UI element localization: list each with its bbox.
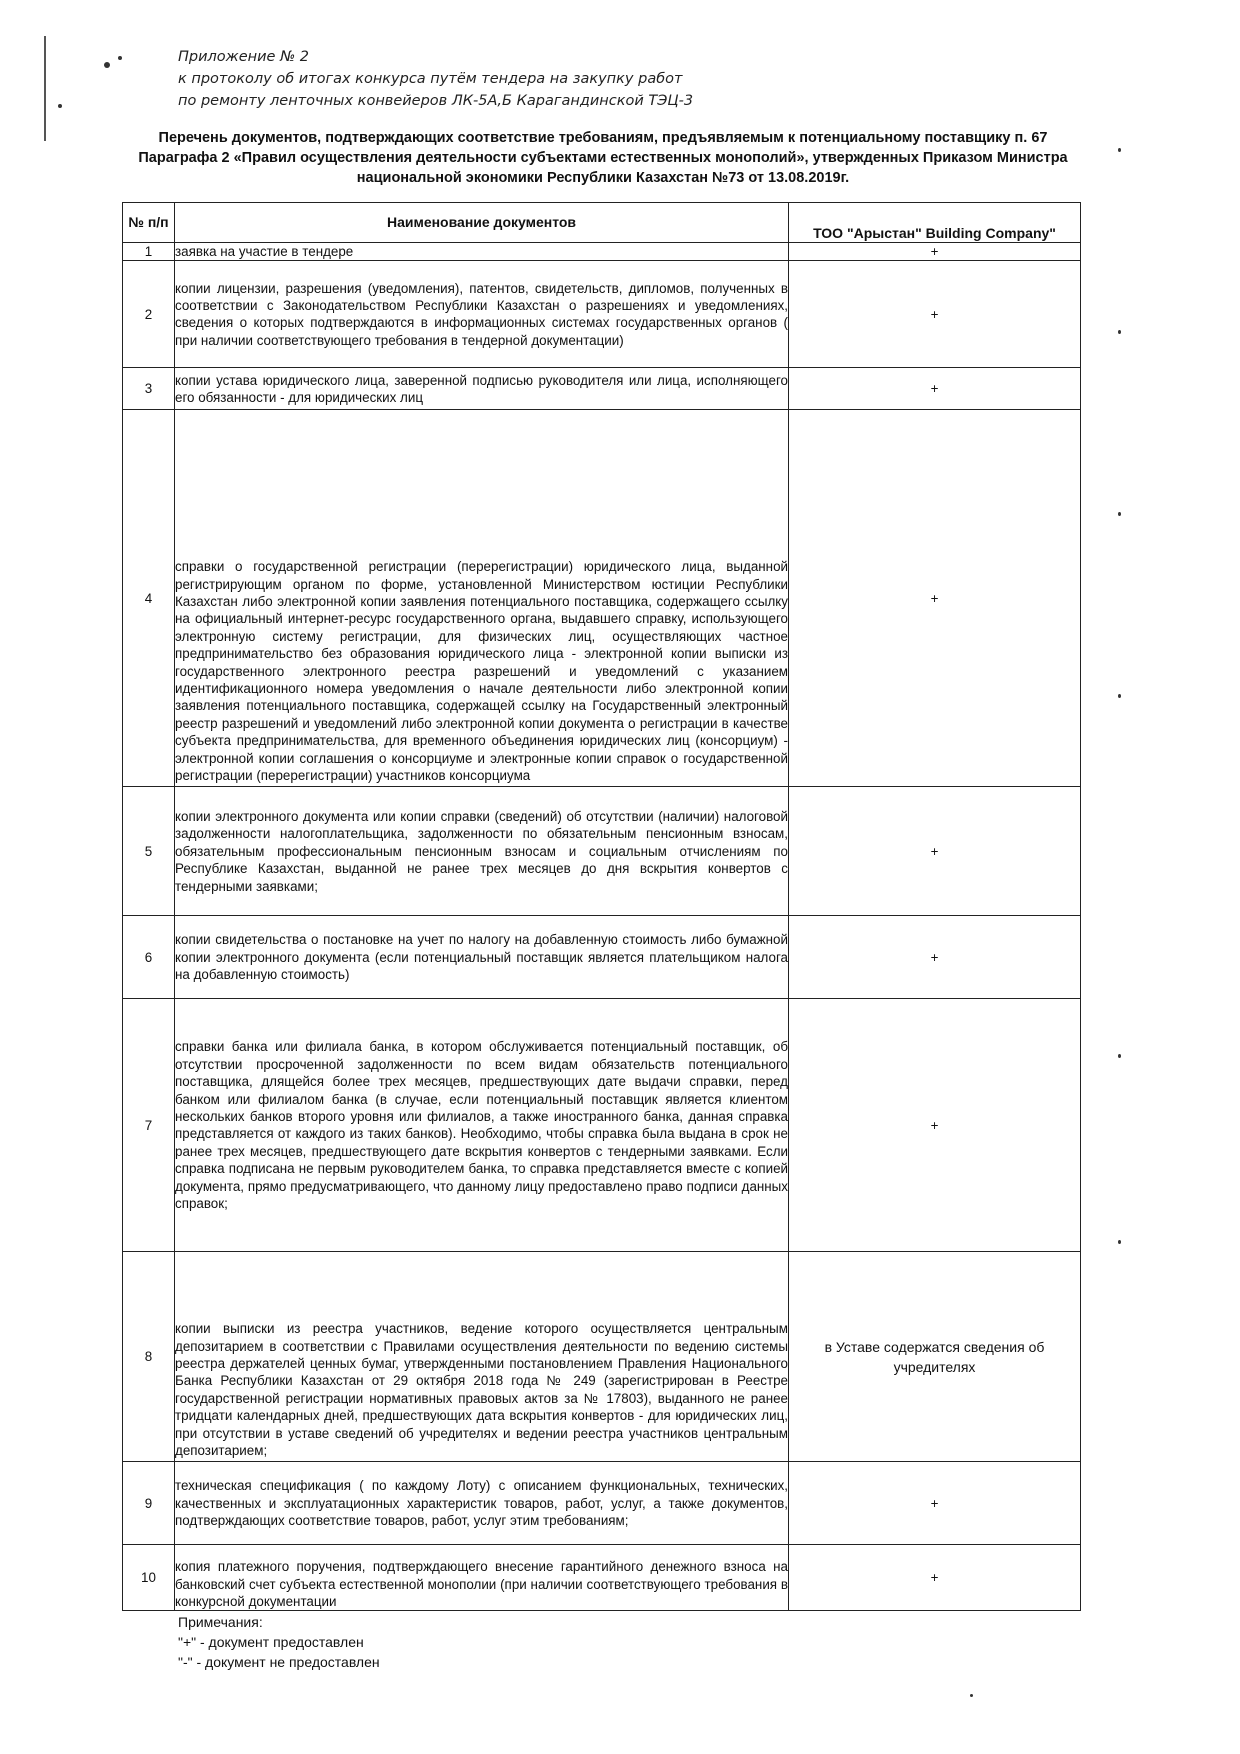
row-mark: + xyxy=(789,410,1081,787)
appendix-subject-line: по ремонту ленточных конвейеров ЛК-5А,Б Карагандинской ТЭЦ-3 xyxy=(178,93,694,109)
notes-heading: Примечания: xyxy=(178,1614,263,1630)
row-document: копии электронного документа или копии справки (сведений) об отсутствии (наличии) налоговой задолженности налогоплательщика, задолженности по обязательным пенсионным взносам, обязательным профессиональным пенсионным взносам и социальным отчислениям по Республике Казахстан, выданной не ранее трех месяцев до дня вскрытия конвертов с тендерными заявками; xyxy=(175,787,789,916)
row-mark: + xyxy=(789,368,1081,410)
table-row xyxy=(123,410,1081,787)
row-number: 6 xyxy=(123,916,175,999)
row-document: копии выписки из реестра участников, ведение которого осуществляется центральным депозитарием в соответствии с Правилами осуществления деятельности по ведению системы реестра держателей ценных бумаг, утвержденными постановлением Правления Национального Банка Республики Казахстан от 29 октября 2018 года № 249 (зарегистрирован в Реестре государственной регистрации нормативных правовых актов за № 17803), выданного не ранее тридцати календарных дней, предшествующих дата вскрытия конвертов - для юридических лиц, при отсутствии в уставе сведений об учредителях и ведении реестра участников центральным депозитарием; xyxy=(175,1252,789,1462)
scan-speck xyxy=(1118,330,1121,334)
table-row xyxy=(123,261,1081,368)
table-row xyxy=(123,1462,1081,1545)
row-document: заявка на участие в тендере xyxy=(175,243,789,261)
row-number: 7 xyxy=(123,999,175,1252)
scan-speck xyxy=(1118,1054,1121,1058)
row-number: 9 xyxy=(123,1462,175,1545)
scan-speck xyxy=(1118,148,1121,152)
row-number: 2 xyxy=(123,261,175,368)
row-mark: + xyxy=(789,999,1081,1252)
scan-speck xyxy=(104,62,110,68)
row-number: 10 xyxy=(123,1545,175,1611)
scan-speck xyxy=(1118,512,1121,516)
row-document: техническая спецификация ( по каждому Лоту) с описанием функциональных, технических, качественных и эксплуатационных характеристик товаров, работ, услуг, а также документов, подтверждающих соответствие товаров, работ, услуг этим требованиям; xyxy=(175,1462,789,1545)
note-item-not-provided: "-" - документ не предоставлен xyxy=(178,1654,380,1670)
scan-speck xyxy=(58,104,62,108)
document-title: Перечень документов, подтверждающих соответствие требованиям, предъявляемым к потенциальному поставщику п. 67 Параграфа 2 «Правил осуществления деятельности субъектами естественных монополий», утвержденных Приказом Министра национальной экономики Республики Казахстан №73 от 13.08.2019г. xyxy=(138,130,1068,186)
row-number: 8 xyxy=(123,1252,175,1462)
appendix-number: Приложение № 2 xyxy=(178,49,310,65)
scan-speck xyxy=(1118,1240,1121,1244)
row-document: копии устава юридического лица, заверенной подписью руководителя или лица, исполняющего его обязанности - для юридических лиц xyxy=(175,368,789,410)
scan-margin-line xyxy=(44,36,46,141)
row-mark: + xyxy=(789,261,1081,368)
row-number: 4 xyxy=(123,410,175,787)
documents-table xyxy=(122,202,1081,1611)
row-mark: + xyxy=(789,1462,1081,1545)
table-row xyxy=(123,1545,1081,1611)
table-row xyxy=(123,999,1081,1252)
column-header-document-name: Наименование документов xyxy=(175,203,789,243)
table-row xyxy=(123,368,1081,410)
notes xyxy=(178,1612,380,1672)
row-document: копия платежного поручения, подтверждающего внесение гарантийного денежного взноса на банковский счет субъекта естественной монополии (при наличии соответствующего требования в конкурсной документации xyxy=(175,1545,789,1611)
table-row xyxy=(123,1252,1081,1462)
appendix-header xyxy=(178,46,693,112)
table-row xyxy=(123,916,1081,999)
column-header-supplier: ТОО "Арыстан" Building Company" xyxy=(789,203,1081,243)
row-mark: + xyxy=(789,787,1081,916)
table-header-row xyxy=(123,203,1081,243)
column-header-number: № п/п xyxy=(123,203,175,243)
row-document: копии свидетельства о постановке на учет по налогу на добавленную стоимость либо бумажной копии электронного документа (если потенциальный поставщик является плательщиком налога на добавленную стоимость) xyxy=(175,916,789,999)
row-mark: в Уставе содержатся сведения об учредителях xyxy=(789,1252,1081,1462)
appendix-protocol-line: к протоколу об итогах конкурса путём тендера на закупку работ xyxy=(178,71,683,87)
row-document: копии лицензии, разрешения (уведомления), патентов, свидетельств, дипломов, полученных в соответствии с Законодательством Республики Казахстан о разрешениях и уведомлениях, сведения о которых подтверждаются в информационных системах государственных органов ( при наличии соответствующего требования в тендерной документации) xyxy=(175,261,789,368)
note-item-provided: "+" - документ предоставлен xyxy=(178,1634,364,1650)
row-number: 3 xyxy=(123,368,175,410)
row-mark: + xyxy=(789,916,1081,999)
row-mark: + xyxy=(789,243,1081,261)
scan-speck xyxy=(1118,694,1121,698)
scan-speck xyxy=(118,56,122,60)
row-document: справки о государственной регистрации (перерегистрации) юридического лица, выданной регистрирующим органом по форме, установленной Министерством юстиции Республики Казахстан либо электронной копии заявления потенциального поставщика, содержащего ссылку на официальный интернет-ресурс государственного органа, выдавшего справку, использующего электронную систему регистрации, для физических лиц, осуществляющих частное предпринимательство без образования юридического лица - электронной копии выписки из государственного электронного реестра разрешений и уведомлений с указанием идентификационного номера уведомления о начале деятельности либо электронной копии заявления потенциального поставщика, содержащей ссылку на Государственный электронный реестр разрешений и уведомлений либо электронной копии документа о регистрации в качестве субъекта предпринимательства, для временного объединения юридических лиц (консорциум) - электронной копии соглашения о консорциуме и электронные копии справок о государственной регистрации (перерегистрации) участников консорциума xyxy=(175,410,789,787)
row-number: 5 xyxy=(123,787,175,916)
scan-speck xyxy=(970,1694,973,1697)
row-document: справки банка или филиала банка, в котором обслуживается потенциальный поставщик, об отсутствии просроченной задолженности по всем видам обязательств потенциального поставщика, длящейся более трех месяцев, предшествующих дате выдачи справки, перед банком или филиалом банка (в случае, если потенциальный поставщик является клиентом нескольких банков второго уровня или филиалов, а также иностранного банка, данная справка представляется от каждого из таких банков). Необходимо, чтобы справка была выдана в срок не ранее трех месяцев, предшествующего дате вскрытия конвертов с тендерными заявками. Если справка подписана не первым руководителем банка, то справка представляется вместе с копией документа, прямо предусматривающего, что данному лицу предоставлено право подписи данных справок; xyxy=(175,999,789,1252)
row-mark: + xyxy=(789,1545,1081,1611)
table-row xyxy=(123,243,1081,261)
table-row xyxy=(123,787,1081,916)
row-number: 1 xyxy=(123,243,175,261)
